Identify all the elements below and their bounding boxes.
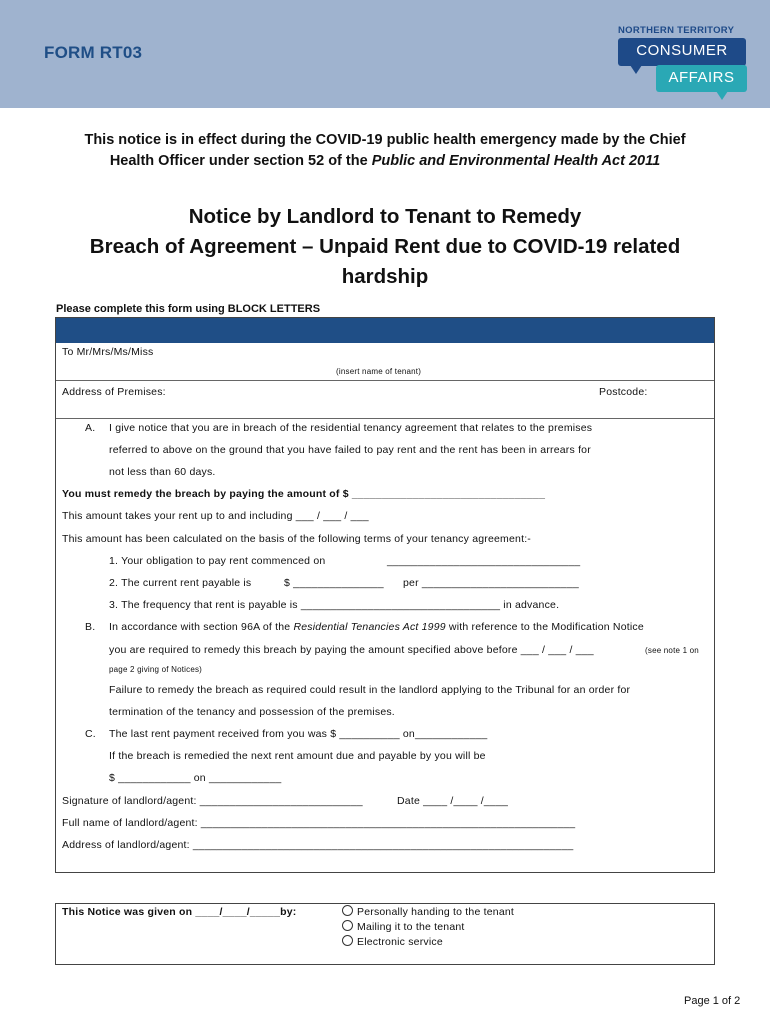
remedy-before-date-field: you are required to remedy this breach by paying the amount specified above before ___ / ___ / ___ [109,644,594,656]
logo-consumer-bubble [618,38,746,66]
option-electronic-service: Electronic service [357,936,443,948]
section-b-marker: B. [85,621,96,633]
notice-given-box [55,903,715,965]
rent-commenced-field: ________________________________ [387,555,581,567]
current-rent-amount-field: $ _______________ [284,577,384,589]
covid-notice [40,130,730,172]
rent-frequency-field: 3. The frequency that rent is payable is _________________________________ in advance. [109,599,560,611]
notice-form [55,317,715,873]
covid-notice-line2 [40,151,730,172]
notice-given-date-field: This Notice was given on ____/____/_____by: [62,906,297,918]
page-number: Page 1 of 2 [684,995,741,1007]
logo-word-consumer: CONSUMER [636,42,728,59]
page-title [30,202,740,292]
divider [56,380,714,381]
section-b-note: (see note 1 on [645,646,699,655]
remedy-amount-field: You must remedy the breach by paying the amount of $ ________________________________ [62,488,546,500]
section-b-failure-line2: termination of the tenancy and possession of the premises. [109,706,395,718]
section-b-note-continued: page 2 giving of Notices) [109,665,203,674]
item1-label: 1. Your obligation to pay rent commenced on [109,555,326,567]
address-of-premises-label: Address of Premises: [62,386,166,398]
option-mailing: Mailing it to the tenant [357,921,465,933]
covid-notice-act: Public and Environmental Health Act 2011 [371,153,661,169]
logo-bubble-tail [630,65,642,74]
agent-address-field: Address of landlord/agent: _______________________________________________________________ [62,839,574,851]
logo-top-text: NORTHERN TERRITORY [618,25,735,36]
section-a-line3: not less than 60 days. [109,466,216,478]
page-header [0,0,770,108]
radio-personally-handing[interactable] [342,905,353,916]
consumer-affairs-logo [616,25,752,103]
tenant-name-label: To Mr/Mrs/Ms/Miss [62,346,154,358]
section-b-line1-prefix: In accordance with section 96A of the [109,621,294,633]
full-name-field: Full name of landlord/agent: ______________________________________________________________ [62,817,576,829]
title-line2: Breach of Agreement – Unpaid Rent due to COVID-19 related [89,235,681,258]
radio-electronic-service[interactable] [342,935,353,946]
rent-up-to-field: This amount takes your rent up to and including ___ / ___ / ___ [62,510,369,522]
section-a-marker: A. [85,422,96,434]
section-b-failure-line1: Failure to remedy the breach as required could result in the landlord applying to the Tribunal for an order for [109,684,631,696]
section-b-line1-suffix: with reference to the Modification Notice [445,621,644,633]
section-b-line1 [109,621,644,633]
form-header-bar [56,318,714,343]
insert-name-hint: (insert name of tenant) [336,367,422,376]
covid-notice-line1: This notice is in effect during the COVID-19 public health emergency made by the Chief [84,132,686,148]
next-rent-amount-field: $ ____________ on ____________ [109,772,282,784]
form-code: FORM RT03 [44,43,143,62]
last-payment-field: The last rent payment received from you was $ __________ on____________ [109,728,488,740]
title-line1: Notice by Landlord to Tenant to Remedy [188,205,582,228]
section-a-line1: I give notice that you are in breach of the residential tenancy agreement that relates to the premises [109,422,593,434]
section-b-act: Residential Tenancies Act 1999 [293,621,446,633]
logo-affairs-bubble [656,65,747,92]
next-rent-text: If the breach is remedied the next rent amount due and payable by you will be [109,750,486,762]
rent-period-field: per __________________________ [403,577,579,589]
calculation-basis-text: This amount has been calculated on the basis of the following terms of your tenancy agreement:- [62,533,532,545]
signature-field: Signature of landlord/agent: ___________________________ [62,795,363,807]
title-line3: hardship [341,265,429,288]
divider [56,418,714,419]
covid-notice-line2-prefix: Health Officer under section 52 of the [109,153,372,169]
radio-mailing[interactable] [342,920,353,931]
logo-word-affairs: AFFAIRS [668,69,735,86]
postcode-label: Postcode: [599,386,648,398]
form-instruction: Please complete this form using BLOCK LETTERS [56,303,321,315]
item2-label: 2. The current rent payable is [109,577,252,589]
section-c-marker: C. [85,728,96,740]
section-a-line2: referred to above on the ground that you have failed to pay rent and the rent has been in arrears for [109,444,591,456]
signature-date-field: Date ____ /____ /____ [397,795,509,807]
logo-bubble-tail [716,91,728,100]
option-personally-handing: Personally handing to the tenant [357,906,515,918]
